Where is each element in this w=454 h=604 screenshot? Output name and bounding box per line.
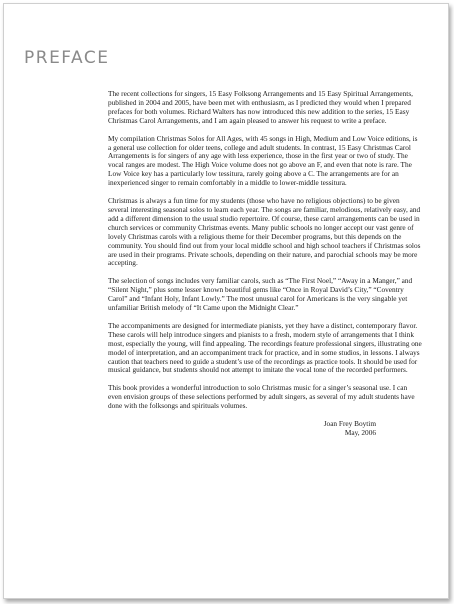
signature-date: May, 2006 <box>344 428 376 437</box>
preface-body <box>108 90 422 438</box>
paragraph-5: The accompaniments are designed for intermediate pianists, yet they have a distinct, contemporary flavor. These carols will help introduce singers and pianists to a fresh, modern style of arrangements that I think most, especially the young, will find appealing. The recordings feature professional singers, illustrating one model of interpretation, and an accompaniment track for practice, and in some studios, in lessons. I always caution that teachers need to guide a student’s use of the recordings as practice tools. It should be used for musical guidance, but students should not attempt to imitate the vocal tone of the recorded performers. <box>108 320 422 375</box>
paragraph-2: My compilation Christmas Solos for All Ages, with 45 songs in High, Medium and Low Voice editions, is a general use collection for older teens, college and adult students. In contrast, 15 Easy Christmas Carol Arrangements is for singers of any age with less experience, those in the first year or two of study. The vocal ranges are modest. The High Voice volume does not go above an F, and even that note is rare. The Low Voice key has a particularly low tessitura, rarely going above a C. The arrangements are for an inexperienced singer to remain comfortably in a middle to lower-middle tessitura. <box>108 133 418 188</box>
paragraph-1: The recent collections for singers, 15 Easy Folksong Arrangements and 15 Easy Spiritual Arrangements, published in 2004 and 2005, have been met with enthusiasm, as I predicted they would when I prepared prefaces for both volumes. Richard Walters has now introduced this new addition to the series, 15 Easy Christmas Carol Arrangements, and I am again pleased to answer his request to write a preface. <box>108 89 413 125</box>
signature-block <box>108 420 422 438</box>
paragraph-4: The selection of songs includes very familiar carols, such as “The First Noel,” “Away in a Manger,” and “Silent Night,” plus some lesser known beautiful gems like “Once in Royal David’s City,” “Coventry Carol” and “Infant Holy, Infant Lowly.” The most unusual carol for Americans is the very singable yet unfamiliar British melody of “It Came upon the Midnight Clear.” <box>108 276 413 313</box>
document-page <box>3 3 449 599</box>
paragraph-6: This book provides a wonderful introduction to solo Christmas music for a singer’s seasonal use. I can even envision groups of these selections performed by adult singers, as several of my adult students have done with the folksongs and spirituals volumes. <box>108 383 415 411</box>
signature-name: Joan Frey Boytim <box>323 419 376 429</box>
paragraph-3: Christmas is always a fun time for my students (those who have no religious objections) to be given several interesting seasonal solos to learn each year. The songs are familiar, melodious, relatively easy, and add a different dimension to the usual studio repertoire. Of course, these carol arrangements can be used in church services or community Christmas events. Many public schools no longer accept our vast genre of lovely Christmas carols with a religious theme for their December programs, but this depends on the community. You should find out from your local middle school and high school teachers if Christmas solos are used in their programs. Private schools, depending on their nature, and parochial schools may be more accepting. <box>108 196 421 268</box>
page-title: PREFACE <box>24 48 110 68</box>
